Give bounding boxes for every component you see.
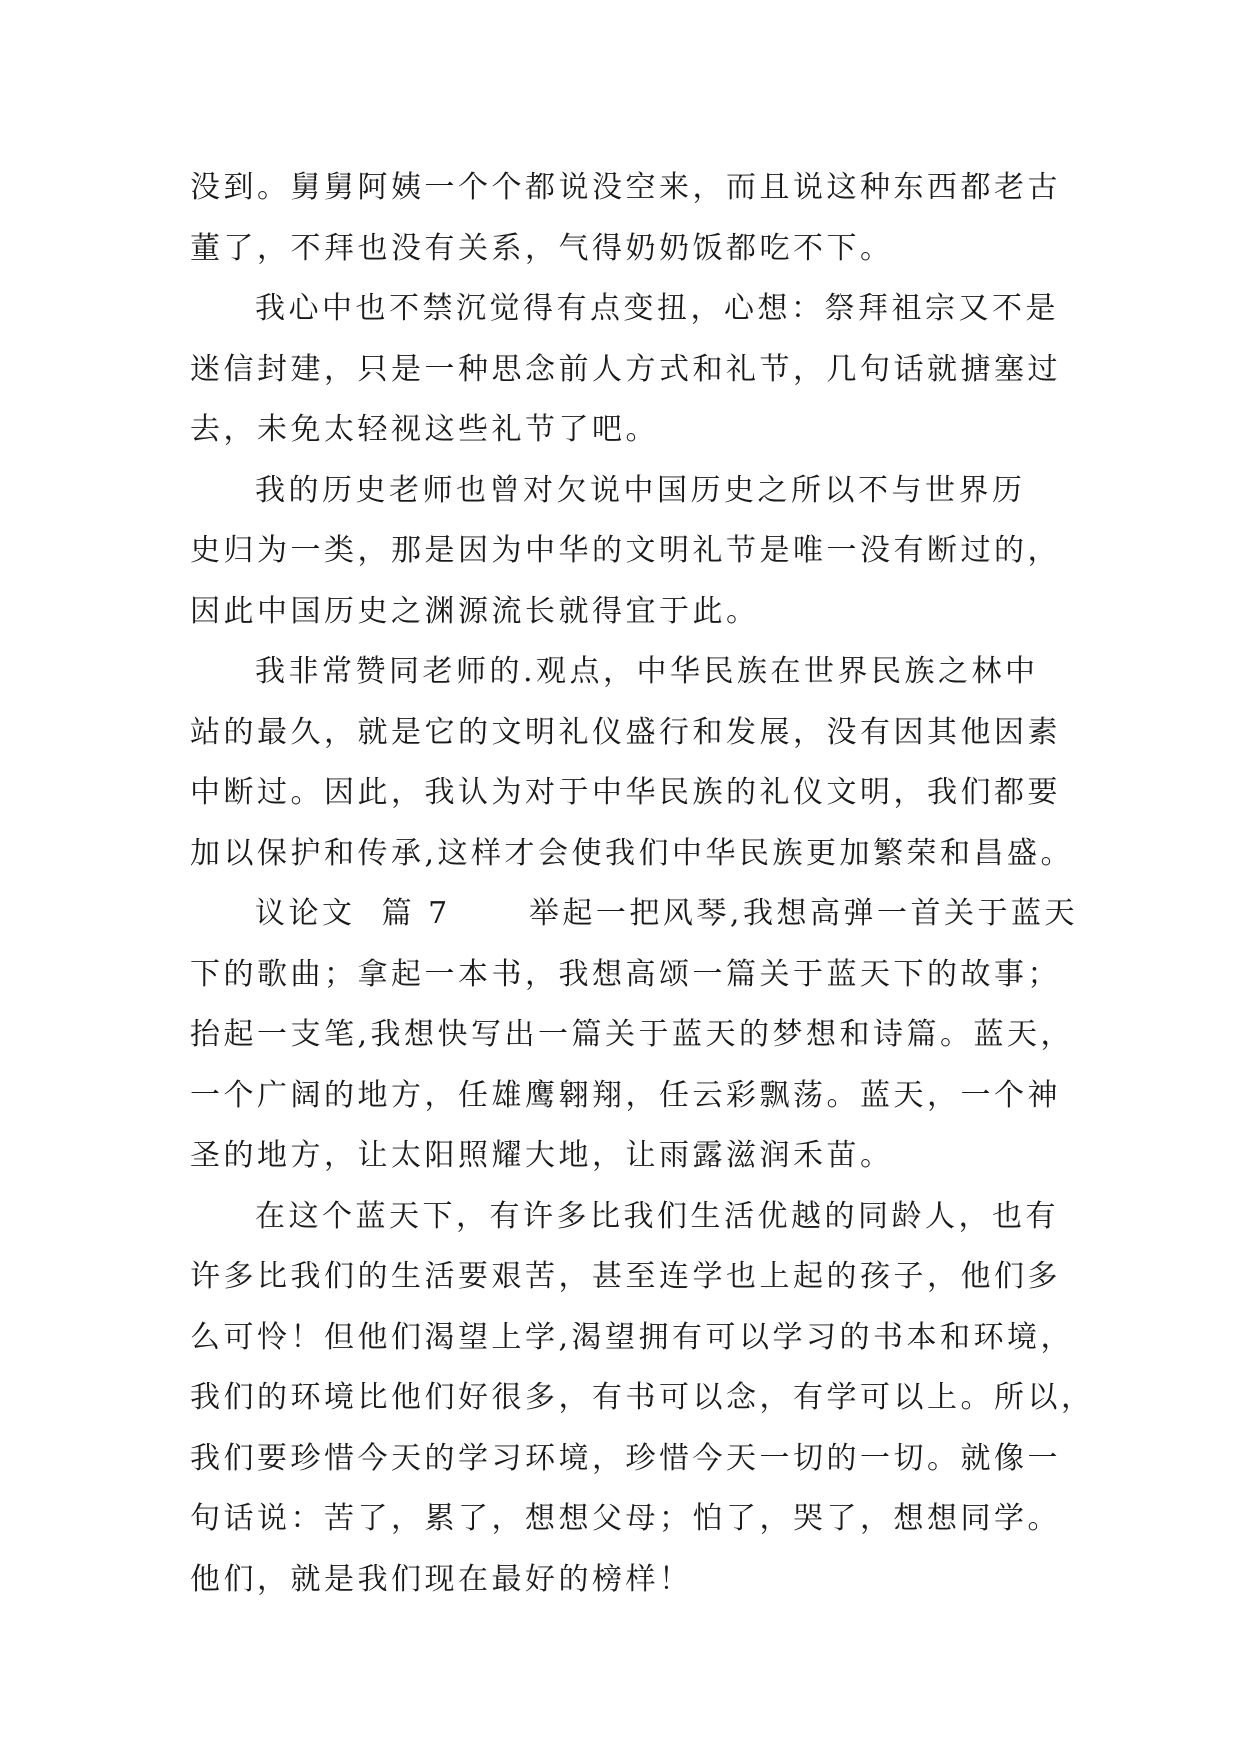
text-line: 没到。舅舅阿姨一个个都说没空来，而且说这种东西都老古 [190, 170, 1061, 205]
text-line: 我们的环境比他们好很多，有书可以念，有学可以上。所以， [190, 1380, 1095, 1415]
section-heading-line: 议论文 篇 7 举起一把风琴,我想高弹一首关于蓝天 [255, 896, 1078, 931]
paragraph-start-line: 在这个蓝天下，有许多比我们生活优越的同龄人，也有 [255, 1198, 1059, 1234]
paragraph-start-line: 我的历史老师也曾对欠说中国历史之所以不与世界历 [255, 472, 1026, 508]
text-line: 史归为一类，那是因为中华的文明礼节是唯一没有断过的， [190, 533, 1061, 568]
text-line: 因此中国历史之渊源流长就得宜于此。 [190, 593, 760, 629]
text-line: 加以保护和传承,这样才会使我们中华民族更加繁荣和昌盛。 [190, 835, 1075, 871]
text-line: 董了，不拜也没有关系，气得奶奶饭都吃不下。 [190, 230, 894, 266]
text-line: 许多比我们的生活要艰苦，甚至连学也上起的孩子，他们多 [190, 1259, 1061, 1294]
text-line: 么可怜！但他们渴望上学,渴望拥有可以学习的书本和环境， [190, 1319, 1075, 1355]
text-line: 我们要珍惜今天的学习环境，珍惜今天一切的一切。就像一 [190, 1440, 1061, 1476]
text-line: 圣的地方，让太阳照耀大地，让雨露滋润禾苗。 [190, 1138, 894, 1173]
text-line: 抬起一支笔,我想快写出一篇关于蓝天的梦想和诗篇。蓝天， [190, 1017, 1075, 1052]
text-line: 中断过。因此，我认为对于中华民族的礼仪文明，我们都要 [190, 775, 1061, 810]
text-line: 下的歌曲；拿起一本书，我想高颂一篇关于蓝天下的故事； [190, 956, 1061, 992]
text-line: 他们，就是我们现在最好的榜样！ [190, 1561, 693, 1597]
paragraph-start-line: 我心中也不禁沉觉得有点变扭，心想：祭拜祖宗又不是 [255, 291, 1059, 326]
text-line: 一个广阔的地方，任雄鹰翱翔，任云彩飘荡。蓝天，一个神 [190, 1077, 1061, 1113]
text-line: 去，未免太轻视这些礼节了吧。 [190, 412, 659, 447]
text-line: 站的最久，就是它的文明礼仪盛行和发展，没有因其他因素 [190, 714, 1061, 750]
paragraph-start-line: 我非常赞同老师的.观点，中华民族在世界民族之林中 [255, 654, 1039, 689]
text-line: 句话说：苦了，累了，想想父母；怕了，哭了，想想同学。 [190, 1501, 1061, 1536]
text-line: 迷信封建，只是一种思念前人方式和礼节，几句话就搪塞过 [190, 351, 1061, 387]
body-text [190, 158, 1095, 1610]
